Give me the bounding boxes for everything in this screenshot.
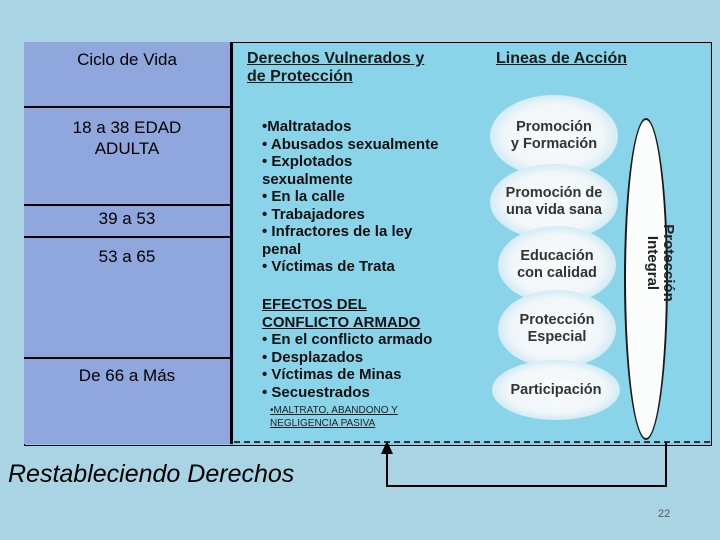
life-cycle-header: Ciclo de Vida [77,50,177,69]
list-item: • En el conflicto armado [262,331,433,349]
neglect-note: •MALTRATO, ABANDONO Y NEGLIGENCIA PASIVA [270,405,398,429]
list-item: • Trabajadores [262,205,365,223]
effects-title: CONFLICTO ARMADO [262,313,421,331]
list-item: •Maltratados [262,118,352,135]
list-item: • Infractores de la ley [262,223,413,240]
age-group-adult: 18 a 38 EDAD ADULTA [72,118,182,158]
age-group-53-65: 53 a 65 [98,247,156,266]
age-group-39-53: 39 a 53 [98,209,156,228]
list-item: sexualmente [262,170,353,188]
list-item: • Desplazados [262,348,364,366]
effects-title: EFECTOS DEL [262,296,367,313]
actions-header: Lineas de Acción [496,50,627,67]
action-participation: Participación [492,360,620,420]
list-item: • Abusados sexualmente [262,135,439,153]
action-healthy-life: Promoción de una vida sana [490,164,618,240]
action-special-protection: Protección Especial [498,290,616,368]
footer-title: Restableciendo Derechos [8,460,295,488]
action-promotion-training: Promoción y Formación [490,95,618,177]
arrow-head-icon [381,441,393,454]
list-item: • Explotados [262,153,353,170]
list-item: • Víctimas de Minas [262,366,402,384]
page-number: 22 [658,508,671,520]
list-item: • Secuestrados [262,383,370,401]
list-item: • Víctimas de Trata [262,258,395,275]
list-item: penal [262,240,302,258]
age-group-66-plus: De 66 a Más [78,366,176,385]
list-item: • En la calle [262,188,345,205]
rights-header: Derechos Vulnerados y de Protección [247,50,425,85]
action-quality-education: Educación con calidad [498,226,616,304]
